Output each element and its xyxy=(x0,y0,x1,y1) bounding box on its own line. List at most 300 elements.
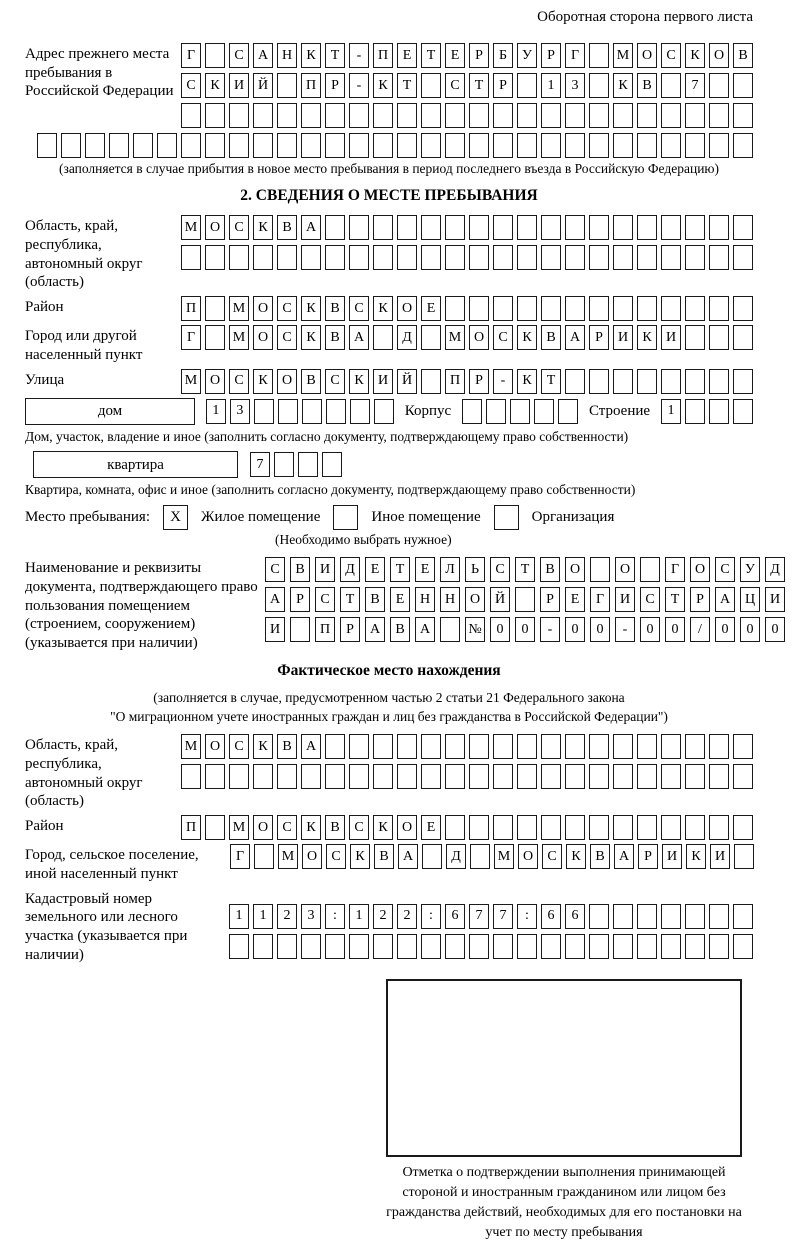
char-cell[interactable] xyxy=(301,934,321,959)
char-cell[interactable]: - xyxy=(349,73,369,98)
char-cell[interactable] xyxy=(470,844,490,869)
char-cell[interactable]: Й xyxy=(397,369,417,394)
char-cell[interactable] xyxy=(685,215,705,240)
char-cell[interactable] xyxy=(565,734,585,759)
char-cell[interactable] xyxy=(302,399,322,424)
char-cell[interactable] xyxy=(205,245,225,270)
char-cell[interactable] xyxy=(181,764,201,789)
char-cell[interactable] xyxy=(661,296,681,321)
char-cell[interactable]: А xyxy=(614,844,634,869)
char-cell[interactable]: О xyxy=(253,296,273,321)
char-cell[interactable] xyxy=(733,73,753,98)
char-cell[interactable] xyxy=(397,764,417,789)
char-cell[interactable] xyxy=(421,103,441,128)
char-cell[interactable] xyxy=(541,815,561,840)
char-cell[interactable]: К xyxy=(566,844,586,869)
char-cell[interactable] xyxy=(637,734,657,759)
char-cell[interactable]: О xyxy=(690,557,710,582)
char-cell[interactable]: А xyxy=(265,587,285,612)
char-cell[interactable] xyxy=(445,245,465,270)
char-cell[interactable] xyxy=(709,103,729,128)
char-cell[interactable]: О xyxy=(465,587,485,612)
char-cell[interactable] xyxy=(685,934,705,959)
char-cell[interactable] xyxy=(205,325,225,350)
char-cell[interactable] xyxy=(181,103,201,128)
char-cell[interactable]: К xyxy=(253,369,273,394)
char-cell[interactable]: Ц xyxy=(740,587,760,612)
house-type-box[interactable]: дом xyxy=(25,398,195,425)
char-cell[interactable]: В xyxy=(365,587,385,612)
char-cell[interactable] xyxy=(685,764,705,789)
char-cell[interactable] xyxy=(322,452,342,477)
char-cell[interactable] xyxy=(589,215,609,240)
char-cell[interactable] xyxy=(637,369,657,394)
char-cell[interactable]: О xyxy=(565,557,585,582)
char-cell[interactable]: : xyxy=(517,904,537,929)
stay-type-checkbox-other[interactable] xyxy=(333,505,358,530)
char-cell[interactable]: - xyxy=(493,369,513,394)
char-cell[interactable] xyxy=(734,844,754,869)
char-cell[interactable]: К xyxy=(686,844,706,869)
char-cell[interactable]: В xyxy=(637,73,657,98)
char-cell[interactable] xyxy=(590,557,610,582)
char-cell[interactable] xyxy=(253,103,273,128)
char-cell[interactable] xyxy=(565,815,585,840)
char-cell[interactable]: О xyxy=(302,844,322,869)
char-cell[interactable]: 0 xyxy=(490,617,510,642)
char-cell[interactable]: Е xyxy=(421,296,441,321)
char-cell[interactable] xyxy=(397,734,417,759)
char-cell[interactable] xyxy=(349,103,369,128)
char-cell[interactable]: С xyxy=(490,557,510,582)
char-cell[interactable]: Д xyxy=(397,325,417,350)
char-cell[interactable] xyxy=(685,734,705,759)
char-cell[interactable] xyxy=(517,815,537,840)
char-cell[interactable]: У xyxy=(517,43,537,68)
char-cell[interactable]: Й xyxy=(490,587,510,612)
char-cell[interactable] xyxy=(109,133,129,158)
char-cell[interactable] xyxy=(274,452,294,477)
char-cell[interactable] xyxy=(325,734,345,759)
char-cell[interactable] xyxy=(421,73,441,98)
char-cell[interactable] xyxy=(685,369,705,394)
char-cell[interactable]: К xyxy=(301,296,321,321)
char-cell[interactable]: 2 xyxy=(277,904,297,929)
char-cell[interactable] xyxy=(709,904,729,929)
char-cell[interactable]: С xyxy=(349,815,369,840)
char-cell[interactable] xyxy=(445,734,465,759)
char-cell[interactable] xyxy=(469,133,489,158)
char-cell[interactable] xyxy=(565,215,585,240)
char-cell[interactable]: П xyxy=(181,815,201,840)
char-cell[interactable] xyxy=(278,399,298,424)
char-cell[interactable]: М xyxy=(181,734,201,759)
char-cell[interactable] xyxy=(374,399,394,424)
char-cell[interactable] xyxy=(733,734,753,759)
char-cell[interactable] xyxy=(541,245,561,270)
char-cell[interactable]: О xyxy=(205,215,225,240)
char-cell[interactable]: Е xyxy=(390,587,410,612)
char-cell[interactable] xyxy=(589,103,609,128)
char-cell[interactable]: В xyxy=(325,325,345,350)
char-cell[interactable] xyxy=(469,764,489,789)
char-cell[interactable]: - xyxy=(615,617,635,642)
char-cell[interactable]: В xyxy=(540,557,560,582)
char-cell[interactable] xyxy=(493,133,513,158)
char-cell[interactable] xyxy=(517,245,537,270)
char-cell[interactable]: О xyxy=(615,557,635,582)
char-cell[interactable]: С xyxy=(445,73,465,98)
char-cell[interactable]: : xyxy=(421,904,441,929)
char-cell[interactable]: 3 xyxy=(565,73,585,98)
char-cell[interactable] xyxy=(613,815,633,840)
char-cell[interactable] xyxy=(661,815,681,840)
char-cell[interactable] xyxy=(709,296,729,321)
char-cell[interactable] xyxy=(613,133,633,158)
char-cell[interactable] xyxy=(229,245,249,270)
char-cell[interactable]: 0 xyxy=(665,617,685,642)
char-cell[interactable] xyxy=(421,369,441,394)
char-cell[interactable]: К xyxy=(613,73,633,98)
char-cell[interactable] xyxy=(462,399,482,424)
char-cell[interactable] xyxy=(445,133,465,158)
char-cell[interactable]: С xyxy=(715,557,735,582)
char-cell[interactable] xyxy=(613,934,633,959)
char-cell[interactable]: 0 xyxy=(565,617,585,642)
char-cell[interactable]: Т xyxy=(397,73,417,98)
char-cell[interactable] xyxy=(661,764,681,789)
char-cell[interactable] xyxy=(469,215,489,240)
char-cell[interactable]: Т xyxy=(325,43,345,68)
char-cell[interactable]: С xyxy=(277,815,297,840)
char-cell[interactable]: И xyxy=(661,325,681,350)
char-cell[interactable]: К xyxy=(301,815,321,840)
char-cell[interactable] xyxy=(565,764,585,789)
stay-type-checkbox-organization[interactable] xyxy=(494,505,519,530)
char-cell[interactable] xyxy=(350,399,370,424)
char-cell[interactable]: 6 xyxy=(541,904,561,929)
char-cell[interactable]: Е xyxy=(397,43,417,68)
char-cell[interactable] xyxy=(253,764,273,789)
char-cell[interactable] xyxy=(709,815,729,840)
char-cell[interactable]: Н xyxy=(440,587,460,612)
char-cell[interactable] xyxy=(709,133,729,158)
char-cell[interactable] xyxy=(613,369,633,394)
char-cell[interactable]: 0 xyxy=(765,617,785,642)
char-cell[interactable] xyxy=(637,904,657,929)
char-cell[interactable] xyxy=(349,934,369,959)
char-cell[interactable]: 0 xyxy=(640,617,660,642)
char-cell[interactable]: П xyxy=(445,369,465,394)
char-cell[interactable] xyxy=(325,133,345,158)
char-cell[interactable] xyxy=(205,133,225,158)
char-cell[interactable]: С xyxy=(661,43,681,68)
char-cell[interactable] xyxy=(661,103,681,128)
char-cell[interactable] xyxy=(445,296,465,321)
char-cell[interactable] xyxy=(373,103,393,128)
char-cell[interactable] xyxy=(733,325,753,350)
char-cell[interactable] xyxy=(325,103,345,128)
char-cell[interactable] xyxy=(373,734,393,759)
char-cell[interactable]: П xyxy=(301,73,321,98)
char-cell[interactable]: Г xyxy=(590,587,610,612)
char-cell[interactable] xyxy=(254,399,274,424)
char-cell[interactable] xyxy=(661,734,681,759)
char-cell[interactable]: У xyxy=(740,557,760,582)
char-cell[interactable] xyxy=(685,133,705,158)
char-cell[interactable]: Р xyxy=(290,587,310,612)
char-cell[interactable] xyxy=(565,369,585,394)
char-cell[interactable] xyxy=(565,103,585,128)
char-cell[interactable] xyxy=(517,103,537,128)
char-cell[interactable]: № xyxy=(465,617,485,642)
char-cell[interactable] xyxy=(445,215,465,240)
char-cell[interactable] xyxy=(637,934,657,959)
char-cell[interactable] xyxy=(421,215,441,240)
char-cell[interactable] xyxy=(421,325,441,350)
char-cell[interactable] xyxy=(589,245,609,270)
char-cell[interactable] xyxy=(373,764,393,789)
char-cell[interactable]: А xyxy=(301,215,321,240)
char-cell[interactable]: Р xyxy=(340,617,360,642)
char-cell[interactable] xyxy=(421,734,441,759)
char-cell[interactable]: В xyxy=(733,43,753,68)
char-cell[interactable]: С xyxy=(229,43,249,68)
char-cell[interactable] xyxy=(534,399,554,424)
char-cell[interactable] xyxy=(373,215,393,240)
char-cell[interactable] xyxy=(277,245,297,270)
char-cell[interactable] xyxy=(637,815,657,840)
char-cell[interactable]: О xyxy=(205,734,225,759)
char-cell[interactable]: И xyxy=(315,557,335,582)
char-cell[interactable] xyxy=(397,103,417,128)
char-cell[interactable]: Н xyxy=(415,587,435,612)
char-cell[interactable] xyxy=(733,245,753,270)
char-cell[interactable] xyxy=(253,245,273,270)
char-cell[interactable] xyxy=(373,133,393,158)
char-cell[interactable]: 2 xyxy=(397,904,417,929)
char-cell[interactable] xyxy=(733,103,753,128)
char-cell[interactable] xyxy=(517,133,537,158)
char-cell[interactable]: - xyxy=(349,43,369,68)
char-cell[interactable]: 1 xyxy=(349,904,369,929)
char-cell[interactable]: 0 xyxy=(590,617,610,642)
char-cell[interactable] xyxy=(517,215,537,240)
char-cell[interactable]: О xyxy=(277,369,297,394)
char-cell[interactable] xyxy=(565,133,585,158)
char-cell[interactable] xyxy=(254,844,274,869)
char-cell[interactable]: Р xyxy=(589,325,609,350)
char-cell[interactable] xyxy=(205,43,225,68)
char-cell[interactable]: М xyxy=(229,296,249,321)
char-cell[interactable]: В xyxy=(277,215,297,240)
char-cell[interactable]: М xyxy=(278,844,298,869)
char-cell[interactable] xyxy=(661,215,681,240)
char-cell[interactable]: О xyxy=(397,815,417,840)
char-cell[interactable] xyxy=(277,934,297,959)
char-cell[interactable]: Е xyxy=(365,557,385,582)
char-cell[interactable] xyxy=(229,103,249,128)
char-cell[interactable] xyxy=(637,296,657,321)
char-cell[interactable] xyxy=(733,764,753,789)
char-cell[interactable] xyxy=(517,734,537,759)
char-cell[interactable] xyxy=(301,103,321,128)
char-cell[interactable]: 1 xyxy=(206,399,226,424)
char-cell[interactable]: 1 xyxy=(541,73,561,98)
char-cell[interactable] xyxy=(205,103,225,128)
char-cell[interactable]: С xyxy=(265,557,285,582)
char-cell[interactable] xyxy=(229,934,249,959)
char-cell[interactable]: О xyxy=(469,325,489,350)
char-cell[interactable]: 0 xyxy=(515,617,535,642)
char-cell[interactable] xyxy=(277,133,297,158)
char-cell[interactable] xyxy=(589,369,609,394)
char-cell[interactable] xyxy=(469,815,489,840)
char-cell[interactable] xyxy=(37,133,57,158)
char-cell[interactable]: С xyxy=(542,844,562,869)
char-cell[interactable] xyxy=(133,133,153,158)
char-cell[interactable] xyxy=(205,296,225,321)
char-cell[interactable]: П xyxy=(181,296,201,321)
char-cell[interactable]: Е xyxy=(415,557,435,582)
char-cell[interactable] xyxy=(661,245,681,270)
char-cell[interactable]: Т xyxy=(541,369,561,394)
char-cell[interactable]: А xyxy=(715,587,735,612)
char-cell[interactable] xyxy=(325,245,345,270)
char-cell[interactable] xyxy=(733,369,753,394)
char-cell[interactable] xyxy=(661,904,681,929)
char-cell[interactable]: О xyxy=(709,43,729,68)
char-cell[interactable]: К xyxy=(517,369,537,394)
char-cell[interactable] xyxy=(589,73,609,98)
char-cell[interactable] xyxy=(517,73,537,98)
char-cell[interactable] xyxy=(613,215,633,240)
char-cell[interactable]: К xyxy=(253,215,273,240)
char-cell[interactable]: 0 xyxy=(740,617,760,642)
char-cell[interactable]: Т xyxy=(515,557,535,582)
char-cell[interactable] xyxy=(685,296,705,321)
char-cell[interactable] xyxy=(290,617,310,642)
char-cell[interactable] xyxy=(229,764,249,789)
char-cell[interactable]: И xyxy=(710,844,730,869)
char-cell[interactable] xyxy=(493,103,513,128)
char-cell[interactable] xyxy=(469,296,489,321)
char-cell[interactable]: В xyxy=(325,296,345,321)
char-cell[interactable] xyxy=(613,904,633,929)
char-cell[interactable] xyxy=(445,815,465,840)
char-cell[interactable]: Р xyxy=(493,73,513,98)
char-cell[interactable] xyxy=(685,245,705,270)
char-cell[interactable] xyxy=(565,245,585,270)
char-cell[interactable] xyxy=(181,133,201,158)
char-cell[interactable] xyxy=(373,325,393,350)
char-cell[interactable]: 3 xyxy=(230,399,250,424)
char-cell[interactable]: О xyxy=(253,815,273,840)
char-cell[interactable]: Г xyxy=(181,325,201,350)
char-cell[interactable]: Н xyxy=(277,43,297,68)
char-cell[interactable] xyxy=(397,133,417,158)
char-cell[interactable] xyxy=(298,452,318,477)
char-cell[interactable] xyxy=(709,245,729,270)
char-cell[interactable] xyxy=(181,245,201,270)
char-cell[interactable]: : xyxy=(325,904,345,929)
char-cell[interactable] xyxy=(589,764,609,789)
char-cell[interactable] xyxy=(733,215,753,240)
char-cell[interactable] xyxy=(541,734,561,759)
char-cell[interactable]: Е xyxy=(445,43,465,68)
char-cell[interactable] xyxy=(422,844,442,869)
char-cell[interactable]: / xyxy=(690,617,710,642)
char-cell[interactable] xyxy=(541,103,561,128)
char-cell[interactable] xyxy=(685,325,705,350)
char-cell[interactable] xyxy=(661,369,681,394)
char-cell[interactable]: А xyxy=(415,617,435,642)
char-cell[interactable] xyxy=(421,245,441,270)
char-cell[interactable] xyxy=(613,245,633,270)
char-cell[interactable] xyxy=(733,133,753,158)
char-cell[interactable]: И xyxy=(265,617,285,642)
char-cell[interactable]: Ь xyxy=(465,557,485,582)
char-cell[interactable]: В xyxy=(590,844,610,869)
char-cell[interactable] xyxy=(277,73,297,98)
char-cell[interactable]: Г xyxy=(665,557,685,582)
char-cell[interactable] xyxy=(661,133,681,158)
char-cell[interactable]: Р xyxy=(638,844,658,869)
char-cell[interactable] xyxy=(493,215,513,240)
char-cell[interactable] xyxy=(157,133,177,158)
char-cell[interactable]: С xyxy=(315,587,335,612)
char-cell[interactable] xyxy=(397,245,417,270)
char-cell[interactable]: 6 xyxy=(445,904,465,929)
char-cell[interactable] xyxy=(493,245,513,270)
char-cell[interactable] xyxy=(558,399,578,424)
char-cell[interactable] xyxy=(685,904,705,929)
char-cell[interactable]: Г xyxy=(565,43,585,68)
char-cell[interactable]: С xyxy=(493,325,513,350)
char-cell[interactable] xyxy=(685,815,705,840)
char-cell[interactable]: К xyxy=(253,734,273,759)
char-cell[interactable] xyxy=(613,296,633,321)
char-cell[interactable]: К xyxy=(349,369,369,394)
char-cell[interactable]: Е xyxy=(421,815,441,840)
char-cell[interactable]: И xyxy=(765,587,785,612)
char-cell[interactable] xyxy=(733,934,753,959)
char-cell[interactable] xyxy=(517,934,537,959)
char-cell[interactable] xyxy=(85,133,105,158)
char-cell[interactable]: С xyxy=(277,296,297,321)
char-cell[interactable] xyxy=(637,764,657,789)
char-cell[interactable]: О xyxy=(397,296,417,321)
char-cell[interactable] xyxy=(253,133,273,158)
char-cell[interactable]: Р xyxy=(469,369,489,394)
char-cell[interactable] xyxy=(733,904,753,929)
char-cell[interactable]: А xyxy=(365,617,385,642)
char-cell[interactable] xyxy=(541,934,561,959)
char-cell[interactable] xyxy=(349,215,369,240)
char-cell[interactable]: 1 xyxy=(661,399,681,424)
char-cell[interactable]: М xyxy=(445,325,465,350)
char-cell[interactable] xyxy=(373,245,393,270)
char-cell[interactable] xyxy=(421,764,441,789)
char-cell[interactable]: Т xyxy=(340,587,360,612)
char-cell[interactable] xyxy=(493,296,513,321)
char-cell[interactable]: О xyxy=(205,369,225,394)
char-cell[interactable]: П xyxy=(373,43,393,68)
char-cell[interactable]: - xyxy=(540,617,560,642)
char-cell[interactable] xyxy=(510,399,530,424)
char-cell[interactable]: И xyxy=(613,325,633,350)
char-cell[interactable]: К xyxy=(373,73,393,98)
